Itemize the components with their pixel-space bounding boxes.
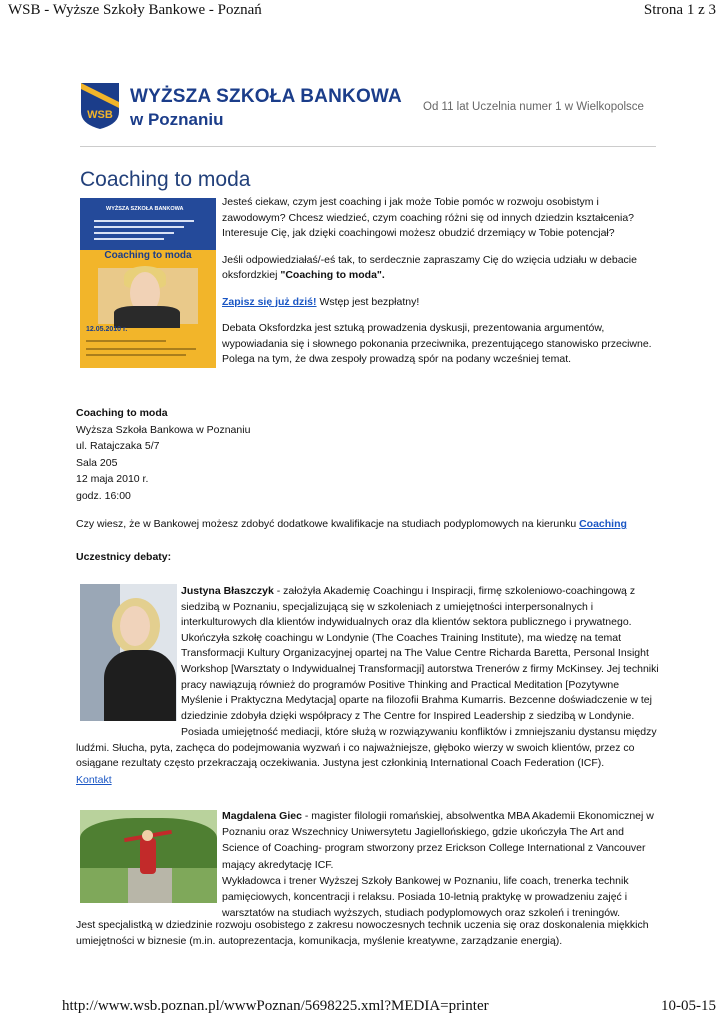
poster-school-name: WYŻSZA SZKOŁA BANKOWA (106, 206, 184, 212)
wsb-logo[interactable] (80, 82, 410, 134)
wsb-shield-icon (80, 82, 120, 130)
intro-paragraph: Jesteś ciekaw, czym jest coaching i jak może Tobie pomóc w rozwoju osobistym i zawodowym? Chcesz wiedzieć, czym coaching różni się od innych dziedzin kształcenia? Interesuje Cię, jak dzięki coachingowi możesz obudzić drzemiący w Tobie potencjał? (222, 196, 635, 239)
postgraduate-info: Czy wiesz, że w Bankowej możesz zdobyć dodatkowe kwalifikacje na studiach podyplomowych na kierunku Coaching (76, 518, 627, 530)
participant-bio-justyna: Justyna Błaszczyk - założyła Akademię Coachingu i Inspiracji, firmę szkoleniowo-coachingową z siedzibą w Poznaniu, specjalizującą się w szkoleniach z umiejętności interpersonalnych i interkulturowych dla klientów indywidualnych oraz dla klientów sektora publicznego i prywatnego. Ukończyła szkołę coachingu w Londynie (The Coaches Training Institute), ma wiedzę na temat Transformacji Kultury Organizacyjnej opartej na The Value Centre Richarda Baretta, Personal Insight Workshop [Warsztaty o Indywidualnej Transformacji] autorstwa Trenerów z firmy McKinsey. Jej techniki pracy nawiązują również do programów Positive Thinking and Practical Meditation [Pozytywne Myślenie i Praktyczna Medytacja] oparte na filozofii Brahma Kumarris. Bezcenne doświadczenie w tej dziedzinie zdobyła dzięki współpracy z The Centre for Inspired Leadership z siedzibą w Londynie. (181, 585, 659, 722)
event-street: ul. Ratajczaka 5/7 (76, 440, 160, 452)
event-venue: Wyższa Szkoła Bankowa w Poznaniu (76, 423, 251, 436)
print-header (8, 2, 716, 24)
participant-photo-justyna (80, 584, 177, 721)
debate-name: "Coaching to moda". (280, 269, 385, 281)
print-footer (62, 998, 716, 1020)
participant-bio-work: Wykładowca i trener Wyższej Szkoły Bankowej w Poznaniu, life coach, trenerka technik pamięciowych, koncentracji i relaksu. Posiada 10-letnią praktykę w prowadzeniu zajęć i warsztatów na studiach wyższych, studiach podyplomowych oraz szkoleń i treningów. (222, 874, 629, 920)
debate-description: Debata Oksfordzka jest sztuką prowadzenia dyskusji, prezentowania argumentów, wypowiadania się i słownego pokonania przeciwnika, prezentującego stanowisko przeciwne. Polega na tym, że dwa zespoły prowadzą spór na podany wcześniej temat. (222, 322, 652, 365)
coaching-course-link[interactable]: Coaching (579, 518, 627, 530)
event-details (76, 405, 250, 504)
event-room: Sala 205 (76, 456, 118, 469)
logo-school-name: WYŻSZA SZKOŁA BANKOWA (130, 86, 402, 107)
participant-name: Magdalena Giec (222, 810, 302, 822)
signup-link[interactable]: Zapisz się już dziś! (222, 295, 317, 308)
header-divider (80, 146, 656, 147)
signup-paragraph: Zapisz się już dziś! Wstęp jest bezpłatny! (222, 295, 420, 308)
poster-title: Coaching to moda (104, 250, 192, 261)
poster-date: 12.05.2010 r. (86, 326, 128, 333)
contact-link[interactable]: Kontakt (76, 774, 112, 786)
page-title: Coaching to moda (80, 168, 251, 191)
participant-bio-magdalena: Magdalena Giec - magister filologii romańskiej, absolwentka MBA Akademii Ekonomicznej w Poznaniu oraz Wszechnicy Uniwersytetu Jagiellońskiego, gdzie ukończyła The Art and Science of Coaching- program stworzony przez Erickson College International z Vancouver mający akredytację ICF. Wykładowca i trener Wyższej Szkoły Bankowej w Poznaniu, life coach, trenerka technik pamięciowych, koncentracji i relaksu. Posiada 10-letnią praktykę w prowadzeniu zajęć i warsztatów na studiach wyższych, studiach podyplomowych oraz szkoleń i treningów. (222, 810, 654, 920)
participant-photo-magdalena (80, 810, 217, 903)
print-page-number: Strona 1 z 3 (643, 2, 716, 18)
print-header-title: WSB - Wyższe Szkoły Bankowe - Poznań (8, 2, 262, 18)
event-name: Coaching to moda (76, 407, 168, 419)
participant-bio-training: Ukończyła szkołę coachingu w Londynie (The Coaches Training Institute), ma wiedzę na temat Transformacji Kultury Organizacyjnej opartej na The Value Centre Richarda Baretta, Personal Insight Workshop [Warsztaty o Indywidualnej Transformacji] autorstwa Trenerów z firmy McKinsey. Jej techniki pracy nawiązują również do programów Positive Thinking and Practical Meditation [Pozytywne Myślenie i Praktyczna Medytacja] oparte na filozofii Brahma Kumarris. Bezcenne doświadczenie w tej dziedzinie zdobyła dzięki współpracy z The Centre for Inspired Leadership z siedzibą w Londynie. (181, 631, 659, 722)
participants-heading: Uczestnicy debaty: (76, 551, 172, 563)
print-footer-date: 10-05-15 (661, 998, 716, 1014)
participant-name: Justyna Błaszczyk (181, 585, 274, 597)
event-time: godz. 16:00 (76, 489, 131, 502)
invitation-paragraph: Jeśli odpowiedziałaś/-eś tak, to serdecznie zapraszamy Cię do wzięcia udziału w debacie oksfordzkiej "Coaching to moda". (222, 253, 637, 281)
logo-city: w Poznaniu (130, 110, 224, 129)
intro-text (222, 195, 662, 379)
print-footer-url: http://www.wsb.poznan.pl/wwwPoznan/5698225.xml?MEDIA=printer (62, 998, 489, 1014)
participant-bio-specialty: Jest specjalistką w dziedzinie rozwoju osobistego z zakresu nowoczesnych technik uczenia się oraz doskonalenia miękkich umiejętności w biznesie (m.in. autoprezentacja, komunikacja, myślenie kreatywne, zarządzanie energią). (76, 919, 649, 947)
svg-text:WSB: WSB (87, 109, 113, 121)
tagline: Od 11 lat Uczelnia numer 1 w Wielkopolsce (423, 101, 644, 113)
participant-bio-mediation: Posiada umiejętność mediacji, które służą w rozwiązywaniu konfliktów i zmniejszaniu dystansu między ludźmi. Słucha, pyta, zachęca do podejmowania wyzwań i co najważniejsze, głęboko wierzy w swoich klientów, przez co osiągane rezultaty często przekraczają oczekiwania. Justyna jest członkinią International Coach Federation (ICF). (76, 726, 657, 770)
event-date: 12 maja 2010 r. (76, 473, 149, 485)
event-poster-image (80, 198, 216, 391)
